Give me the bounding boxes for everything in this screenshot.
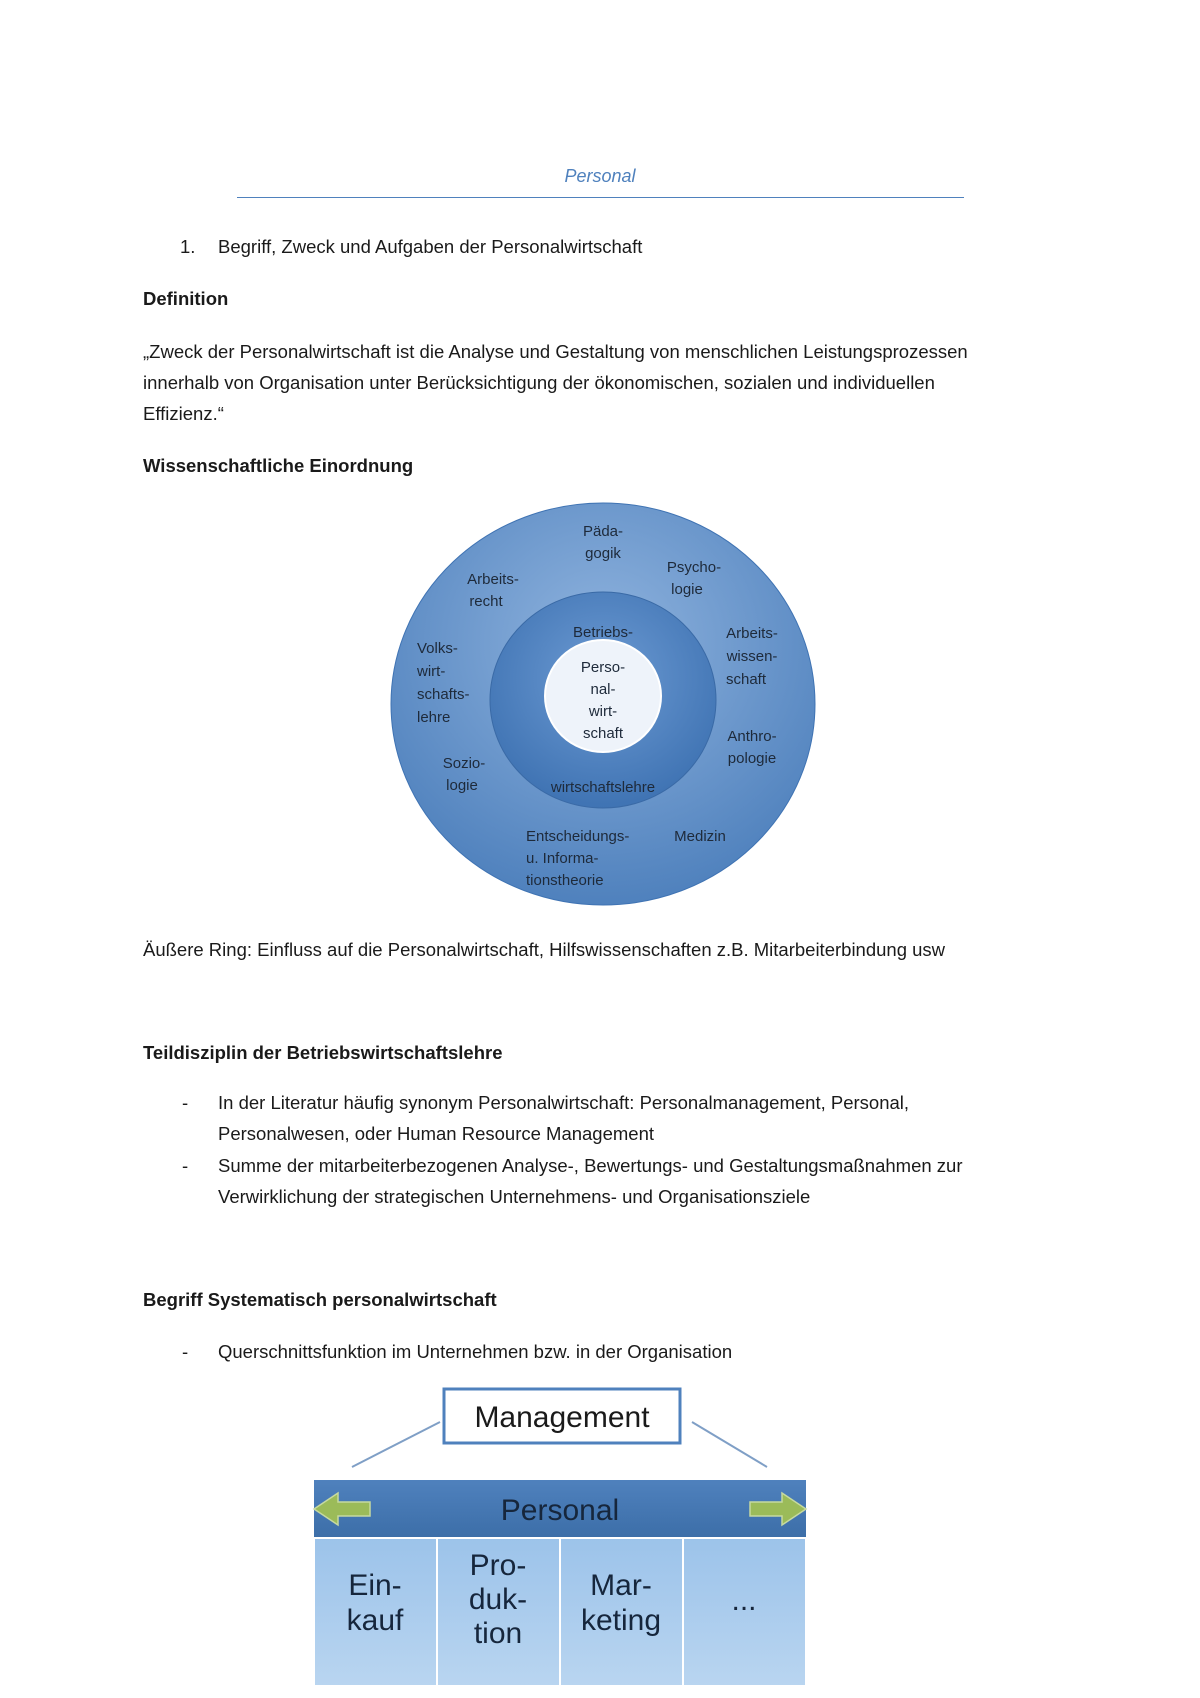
label-volkswirtschaftslehre: Volks-wirt-schafts-lehre: [417, 640, 470, 726]
label-personalwirtschaft: Perso-nal-wirt-schaft: [580, 659, 626, 742]
bullet-dash: -: [182, 1155, 189, 1176]
label-arbeitsrecht: Arbeits-recht: [467, 571, 519, 610]
label-arbeitswissenschaft: Arbeits-wissen-schaft: [725, 625, 778, 688]
label-psychologie: Psycho-logie: [666, 559, 722, 598]
systematisch-heading: Begriff Systematisch personalwirtschaft: [143, 1289, 497, 1310]
teildisziplin-bullet2-line2: Verwirklichung der strategischen Unternehmens- und Organisationsziele: [218, 1186, 811, 1207]
connector-right: [692, 1422, 767, 1467]
personal-label: Personal: [500, 1494, 620, 1527]
systematisch-bullet: Querschnittsfunktion im Unternehmen bzw. in der Organisation: [218, 1341, 733, 1362]
column-more-label: ...: [731, 1584, 757, 1617]
teildisziplin-bullet1-line1: In der Literatur häufig synonym Personalwirtschaft: Personalmanagement, Personal,: [218, 1092, 910, 1113]
column-einkauf-label: Ein-kauf: [346, 1569, 404, 1637]
column-marketing-label: Mar-keting: [580, 1569, 662, 1637]
label-soziologie: Sozio-logie: [442, 755, 486, 794]
einordnung-caption: Äußere Ring: Einfluss auf die Personalwirtschaft, Hilfswissenschaften z.B. Mitarbeiterbindung usw: [143, 939, 946, 960]
teildisziplin-bullet2-line1: Summe der mitarbeiterbezogenen Analyse-, Bewertungs- und Gestaltungsmaßnahmen zur: [218, 1155, 963, 1176]
bullet-dash: -: [182, 1341, 189, 1362]
teildisziplin-heading: Teildisziplin der Betriebswirtschaftslehre: [143, 1042, 503, 1063]
definition-quote-line1: „Zweck der Personalwirtschaft ist die Analyse und Gestaltung von menschlichen Leistungsprozessen: [143, 341, 968, 362]
einordnung-heading: Wissenschaftliche Einordnung: [143, 455, 414, 476]
cross-function-diagram: [300, 1385, 820, 1690]
label-wirtschaftslehre: wirtschaftslehre: [550, 779, 656, 796]
header-rule: [237, 197, 964, 198]
column-produktion-label: Pro-duk-tion: [468, 1549, 528, 1650]
header-title: Personal: [564, 166, 636, 186]
teildisziplin-bullet1-line2: Personalwesen, oder Human Resource Management: [218, 1123, 655, 1144]
concentric-circle-diagram: [390, 500, 820, 910]
management-label: Management: [474, 1401, 650, 1434]
definition-quote-line3: Effizienz.“: [143, 403, 224, 424]
bullet-dash: -: [182, 1092, 189, 1113]
definition-heading: Definition: [143, 288, 229, 309]
label-paedagogik: Päda-gogik: [582, 523, 624, 562]
label-medizin: Medizin: [674, 828, 726, 845]
label-anthropologie: Anthro-pologie: [727, 728, 777, 767]
connector-left: [352, 1422, 440, 1467]
definition-quote-line2: innerhalb von Organisation unter Berücksichtigung der ökonomischen, sozialen und individuellen: [143, 372, 935, 393]
section-number: 1.: [180, 236, 196, 257]
section-title: Begriff, Zweck und Aufgaben der Personalwirtschaft: [218, 236, 643, 257]
label-betriebs: Betriebs-: [572, 624, 634, 641]
label-entscheidungstheorie: Entscheidungs-u. Informa-tionstheorie: [526, 828, 630, 889]
